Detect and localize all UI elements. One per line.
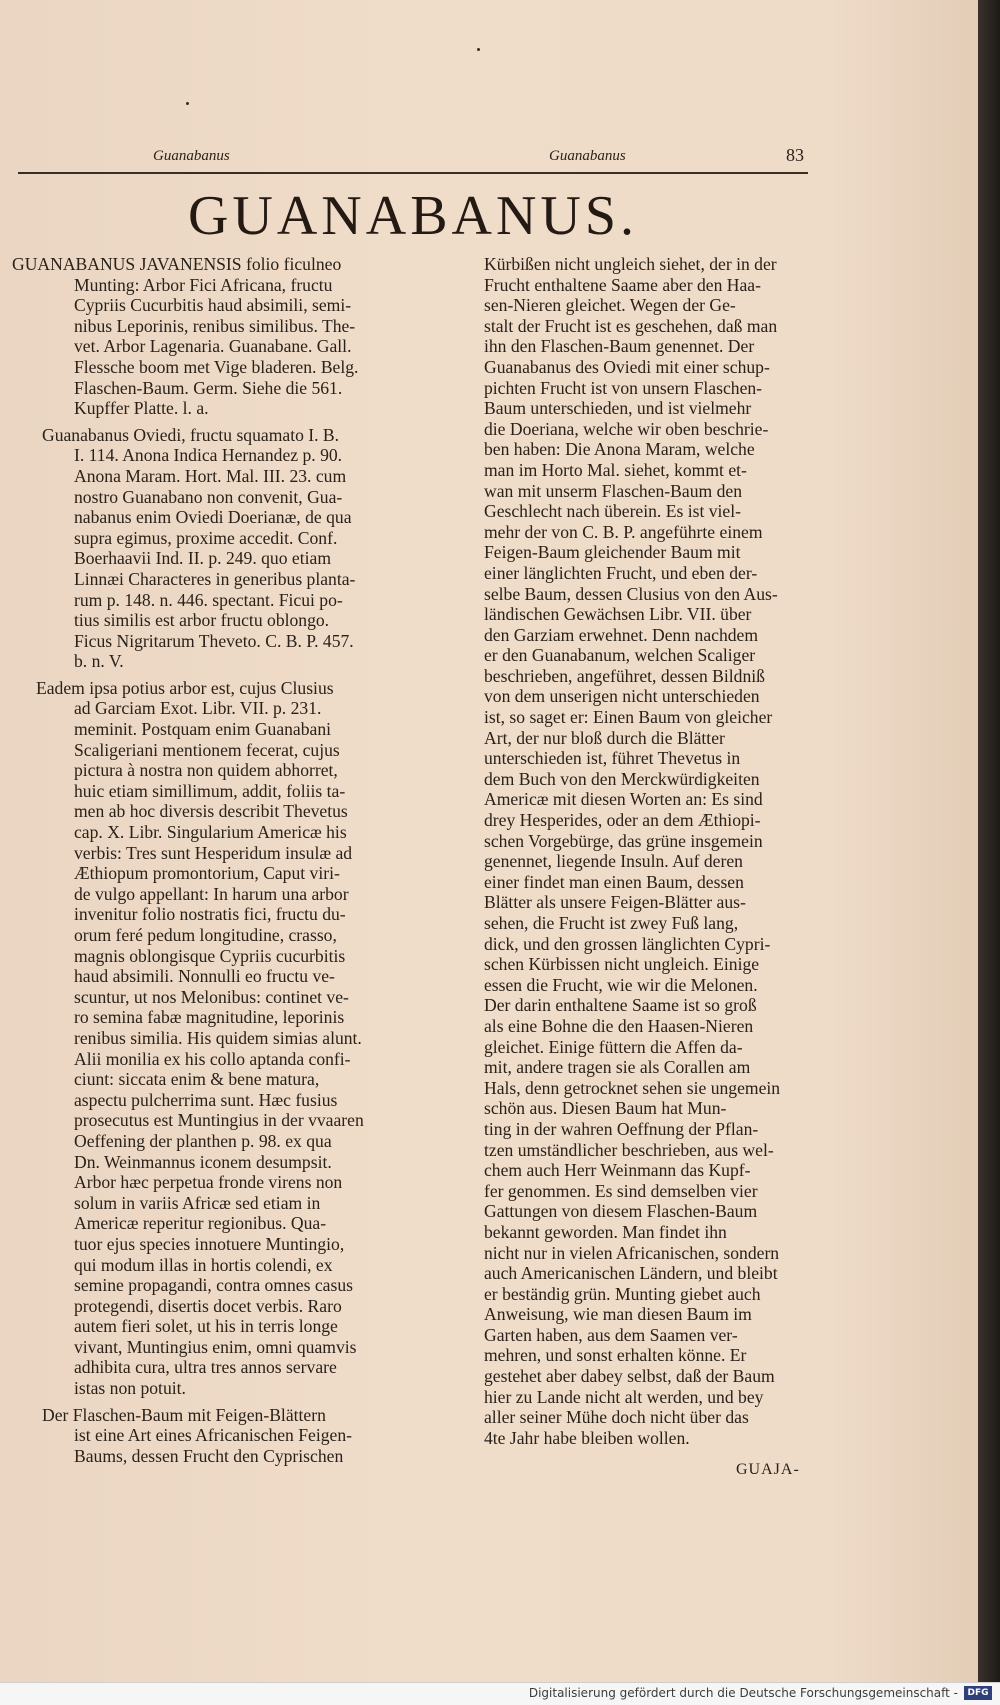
- text-line: dem Buch von den Merckwürdigkeiten: [484, 768, 760, 789]
- text-line: ist, so saget er: Einen Baum von gleicher: [484, 707, 773, 728]
- header-rule: [18, 172, 808, 174]
- text-line: wan mit unserm Flaschen-Baum den: [484, 480, 742, 501]
- text-line: Flessche boom met Vige bladeren. Belg.: [74, 356, 359, 377]
- text-line: de vulgo appellant: In harum una arbor: [74, 883, 349, 904]
- ink-speck: [186, 102, 189, 105]
- text-line: vet. Arbor Lagenaria. Guanabane. Gall.: [74, 336, 352, 357]
- text-line: Baums, dessen Frucht den Cyprischen: [74, 1445, 344, 1466]
- text-line: schen Vorgebürge, das grüne insgemein: [484, 830, 763, 851]
- text-line: haud absimili. Nonnulli eo fructu ve-: [74, 966, 335, 987]
- text-line: er den Guanabanum, welchen Scaliger: [484, 645, 756, 666]
- catchword: GUAJA-: [736, 1461, 800, 1478]
- text-line: drey Hesperides, oder an dem Æthiopi-: [484, 810, 761, 831]
- text-line: nibus Leporinis, renibus similibus. The-: [74, 315, 356, 336]
- text-line: Hals, denn getrocknet sehen sie ungemein: [484, 1077, 781, 1098]
- text-line: ro semina fabæ magnitudine, leporinis: [74, 1007, 345, 1028]
- text-line: istas non potuit.: [74, 1378, 186, 1399]
- text-line: I. 114. Anona Indica Hernandez p. 90.: [74, 445, 343, 466]
- text-line: Cypriis Cucurbitis haud absimili, semi-: [74, 295, 352, 316]
- text-line: ciunt: siccata enim & bene matura,: [74, 1069, 320, 1090]
- text-line: Scaligeriani mentionem fecerat, cujus: [74, 739, 340, 760]
- text-line: man im Horto Mal. siehet, kommt et-: [484, 459, 747, 480]
- text-line: mehr der von C. B. P. angeführte einem: [484, 521, 763, 542]
- text-line: bekannt geworden. Man findet ihn: [484, 1221, 727, 1242]
- text-line: die Doeriana, welche wir oben beschrie-: [484, 418, 769, 439]
- text-line: schön aus. Diesen Baum hat Mun-: [484, 1098, 727, 1119]
- text-line: tuor ejus species innotuere Muntingio,: [74, 1233, 345, 1254]
- running-head-center: Guanabanus: [549, 148, 626, 164]
- page-title: GUANABANUS.: [187, 185, 639, 247]
- text-line: supra egimus, proxime accedit. Conf.: [74, 527, 338, 548]
- text-line: invenitur folio nostratis fici, fructu du-: [74, 904, 346, 925]
- text-line: Americæ reperitur regionibus. Qua-: [74, 1213, 327, 1234]
- text-line: genennet, liegende Insuln. Auf deren: [484, 851, 743, 872]
- text-line: aspectu pulcherrima sunt. Hæc fusius: [74, 1089, 338, 1110]
- text-line: tius similis est arbor fructu oblongo.: [74, 610, 330, 631]
- text-line: ländischen Gewächsen Libr. VII. über: [484, 604, 752, 625]
- text-line: Americæ mit diesen Worten an: Es sind: [484, 789, 763, 810]
- text-line: schen Kürbissen nicht ungleich. Einige: [484, 954, 760, 975]
- text-line: Arbor hæc perpetua fronde virens non: [74, 1172, 343, 1193]
- text-line: mit, andere tragen sie als Corallen am: [484, 1057, 751, 1078]
- text-line: stalt der Frucht ist es geschehen, daß man: [484, 315, 778, 336]
- text-line: GUANABANUS JAVANENSIS folio ficulneo: [12, 254, 342, 274]
- text-line: mehren, und sonst erhalten könne. Er: [484, 1345, 747, 1366]
- text-line: Garten haben, aus dem Saamen ver-: [484, 1324, 738, 1345]
- text-line: verbis: Tres sunt Hesperidum insulæ ad: [74, 842, 353, 863]
- text-line: sehen, die Frucht ist zwey Fuß lang,: [484, 913, 739, 933]
- text-line: Oeffening der planthen p. 98. ex qua: [74, 1130, 332, 1151]
- text-line: ihn den Flaschen-Baum genennet. Der: [484, 336, 755, 357]
- text-line: sen-Nieren gleichet. Wegen der Ge-: [484, 295, 736, 316]
- text-line: pichten Frucht ist von unsern Flaschen-: [484, 377, 763, 398]
- text-line: prosecutus est Muntingius in der vvaaren: [74, 1110, 364, 1131]
- text-line: Gattungen von diesem Flaschen-Baum: [484, 1201, 758, 1222]
- text-line: fer genommen. Es sind demselben vier: [484, 1180, 758, 1201]
- text-line: unterschieden ist, führet Thevetus in: [484, 748, 741, 769]
- text-line: tzen umständlicher beschrieben, aus wel-: [484, 1139, 774, 1160]
- text-line: Alii monilia ex his collo aptanda confi-: [74, 1048, 351, 1069]
- text-line: nabanus enim Oviedi Doerianæ, de qua: [74, 507, 352, 528]
- right-column: [484, 254, 810, 1448]
- text-line: gleichet. Einige füttern die Affen da-: [484, 1036, 743, 1057]
- text-line: Flaschen-Baum. Germ. Siehe die 561.: [74, 377, 343, 398]
- book-spine-edge: [978, 0, 1000, 1682]
- text-line: aller seiner Mühe doch nicht über das: [484, 1407, 749, 1428]
- text-line: einer findet man einen Baum, dessen: [484, 871, 744, 892]
- text-line: huic etiam simillimum, addit, foliis ta-: [74, 780, 346, 801]
- text-line: Kürbißen nicht ungleich siehet, der in der: [484, 254, 777, 274]
- text-line: 4te Jahr habe bleiben wollen.: [484, 1427, 690, 1448]
- text-line: ad Garciam Exot. Libr. VII. p. 231.: [74, 698, 322, 719]
- footer-bar: [0, 1682, 1000, 1705]
- text-line: meminit. Postquam enim Guanabani: [74, 719, 332, 740]
- running-head-left: Guanabanus: [153, 148, 230, 164]
- text-line: cap. X. Libr. Singularium Americæ his: [74, 822, 347, 843]
- text-line: Anona Maram. Hort. Mal. III. 23. cum: [74, 465, 347, 486]
- text-line: essen die Frucht, wie wir die Melonen.: [484, 974, 758, 995]
- text-line: gestehet aber dabey selbst, daß der Baum: [484, 1366, 775, 1387]
- text-line: ben haben: Die Anona Maram, welche: [484, 439, 755, 460]
- ink-speck: [477, 48, 480, 51]
- text-line: Linnæi Characteres in generibus planta-: [74, 568, 356, 589]
- text-line: selbe Baum, dessen Clusius von den Aus-: [484, 583, 778, 604]
- text-line: einer länglichten Frucht, und eben der-: [484, 562, 758, 583]
- text-line: Frucht enthaltene Saame aber den Haa-: [484, 274, 761, 295]
- text-line: als eine Bohne die den Haasen-Nieren: [484, 1015, 754, 1036]
- text-line: von dem unserigen nicht unterschieden: [484, 686, 760, 707]
- left-column: [12, 254, 412, 1466]
- text-line: Blätter als unsere Feigen-Blätter aus-: [484, 892, 746, 913]
- text-line: Der Flaschen-Baum mit Feigen-Blättern: [42, 1404, 326, 1425]
- text-line: qui modum illas in hortis colendi, ex: [74, 1254, 333, 1275]
- text-line: Ficus Nigritarum Theveto. C. B. P. 457.: [74, 630, 354, 651]
- text-line: Dn. Weinmannus iconem desumpsit.: [74, 1151, 332, 1172]
- footer-credit: Digitalisierung gefördert durch die Deutsche Forschungsgemeinschaft -: [528, 1686, 958, 1700]
- text-line: vivant, Muntingius enim, omni quamvis: [74, 1336, 357, 1357]
- text-line: Eadem ipsa potius arbor est, cujus Clusius: [36, 677, 334, 698]
- text-line: Boerhaavii Ind. II. p. 249. quo etiam: [74, 548, 331, 569]
- text-line: Baum unterschieden, und ist vielmehr: [484, 398, 752, 419]
- text-line: den Garziam erwehnet. Denn nachdem: [484, 624, 759, 645]
- text-line: dick, und den grossen länglichten Cypri-: [484, 933, 771, 954]
- text-line: Kupffer Platte. l. a.: [74, 398, 209, 419]
- text-line: rum p. 148. n. 446. spectant. Ficui po-: [74, 589, 343, 610]
- text-line: Geschlecht nach überein. Es ist viel-: [484, 501, 741, 522]
- text-line: er beständig grün. Munting giebet auch: [484, 1283, 761, 1304]
- text-line: orum feré pedum longitudine, crasso,: [74, 925, 337, 945]
- text-line: Munting: Arbor Fici Africana, fructu: [74, 274, 333, 295]
- text-line: chem auch Herr Weinmann das Kupf-: [484, 1160, 751, 1181]
- text-line: Der darin enthaltene Saame ist so groß: [484, 995, 757, 1016]
- text-line: hier zu Lande nicht alt werden, und bey: [484, 1386, 764, 1407]
- text-line: Æthiopum promontorium, Caput viri-: [74, 863, 340, 884]
- text-line: auch Americanischen Ländern, und bleibt: [484, 1263, 778, 1284]
- text-line: ist eine Art eines Africanischen Feigen-: [74, 1425, 352, 1446]
- text-line: Feigen-Baum gleichender Baum mit: [484, 542, 741, 563]
- text-line: b. n. V.: [74, 651, 124, 672]
- text-line: Anweisung, wie man diesen Baum im: [484, 1304, 752, 1325]
- text-line: solum in variis Africæ sed etiam in: [74, 1192, 321, 1213]
- text-line: scuntur, ut nos Melonibus: continet ve-: [74, 986, 349, 1007]
- text-line: men ab hoc diversis describit Thevetus: [74, 801, 348, 822]
- text-line: renibus similia. His quidem simias alunt.: [74, 1027, 362, 1048]
- text-line: Guanabanus des Oviedi mit einer schup-: [484, 356, 770, 377]
- text-line: magnis oblongisque Cypriis cucurbitis: [74, 945, 346, 966]
- text-line: nicht nur in vielen Africanischen, sondern: [484, 1242, 780, 1263]
- text-line: pictura à nostra non quidem abhorret,: [74, 760, 338, 781]
- text-line: ting in der wahren Oeffnung der Pflan-: [484, 1118, 759, 1139]
- text-line: beschrieben, angeführet, dessen Bildniß: [484, 665, 765, 686]
- dfg-logo: DFG: [964, 1686, 992, 1700]
- text-line: nostro Guanabano non convenit, Gua-: [74, 486, 343, 507]
- text-line: adhibita cura, ultra tres annos servare: [74, 1357, 337, 1378]
- text-line: Guanabanus Oviedi, fructu squamato I. B.: [42, 424, 340, 445]
- page-number: 83: [786, 145, 804, 165]
- text-line: semine propagandi, contra omnes casus: [74, 1275, 353, 1296]
- text-line: autem fieri solet, ut his in terris longe: [74, 1316, 338, 1337]
- text-line: Art, der nur bloß durch die Blätter: [484, 727, 725, 748]
- text-line: protegendi, disertis docet verbis. Raro: [74, 1295, 342, 1316]
